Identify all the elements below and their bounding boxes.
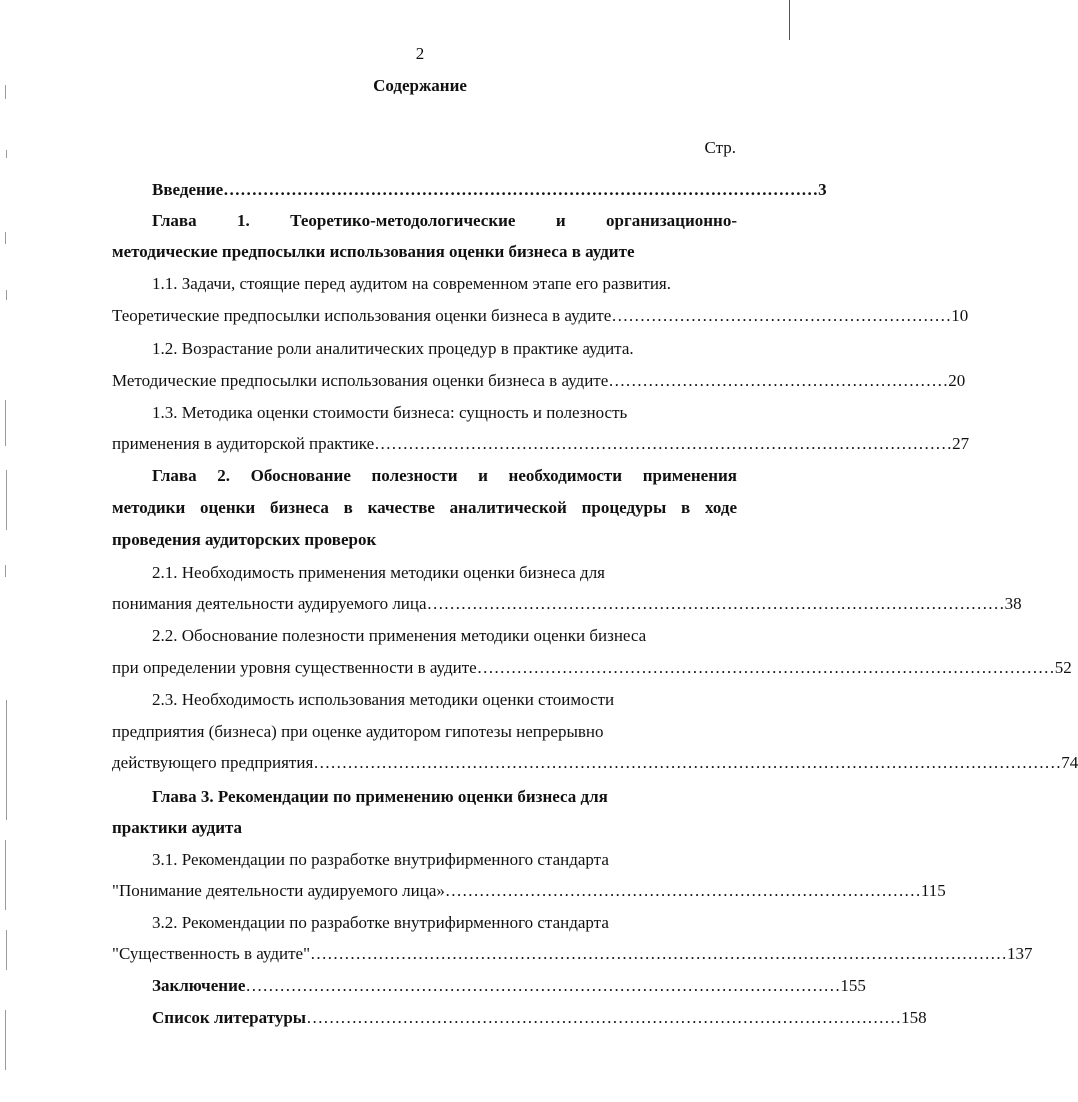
section-2-2-title[interactable]: 2.2. Обоснование полезности применения методики оценки бизнеса bbox=[152, 626, 647, 645]
toc-page-number: 10 bbox=[951, 306, 969, 325]
toc-page-number: 52 bbox=[1054, 658, 1072, 677]
chapter-1-heading[interactable]: Глава 1. Теоретико-методологические и организационно- bbox=[152, 211, 737, 230]
chapter-3-heading[interactable]: Глава 3. Рекомендации по применению оценки бизнеса для bbox=[152, 787, 608, 806]
toc-dot-leader: ………………………………………………………………………………………… bbox=[476, 658, 1055, 677]
page-column-label: Стр. bbox=[704, 138, 736, 157]
toc-entry-references[interactable] bbox=[152, 1007, 927, 1029]
section-3-1-title[interactable]: 3.1. Рекомендации по разработке внутрифирменного стандарта bbox=[152, 850, 609, 869]
chapter-2-heading-cont-2: проведения аудиторских проверок bbox=[112, 530, 377, 549]
section-1-2-title[interactable]: 1.2. Возрастание роли аналитических процедур в практике аудита. bbox=[152, 339, 634, 358]
toc-page-number: 158 bbox=[901, 1008, 927, 1027]
toc-entry-1-2[interactable] bbox=[112, 370, 966, 392]
section-3-2-title[interactable]: 3.2. Рекомендации по разработке внутрифирменного стандарта bbox=[152, 913, 609, 932]
toc-entry-title: при определении уровня существенности в аудите bbox=[112, 658, 477, 677]
toc-entry-3-2[interactable] bbox=[112, 943, 1033, 965]
toc-dot-leader: …………………………………………………… bbox=[608, 371, 949, 390]
chapter-3-heading-cont: практики аудита bbox=[112, 818, 243, 837]
toc-dot-leader: …………………………………………………………………………………………… bbox=[245, 976, 841, 995]
toc-dot-leader: ………………………………………………………………………… bbox=[444, 881, 921, 900]
toc-entry-title: Список литературы bbox=[152, 1008, 307, 1027]
chapter-2-heading[interactable]: Глава 2. Обоснование полезности и необходимости применения bbox=[152, 466, 737, 485]
toc-entry-3-1[interactable] bbox=[112, 880, 946, 902]
section-1-3-title[interactable]: 1.3. Методика оценки стоимости бизнеса: сущность и полезность bbox=[152, 403, 628, 422]
toc-dot-leader: ………………………………………………………………………………………… bbox=[374, 434, 953, 453]
toc-page-number: 74 bbox=[1061, 753, 1078, 772]
toc-dot-leader: …………………………………………………………………………………………… bbox=[306, 1008, 902, 1027]
toc-entry-title: "Понимание деятельности аудируемого лица» bbox=[112, 881, 445, 900]
toc-entry-2-2[interactable] bbox=[112, 657, 1072, 679]
toc-dot-leader: …………………………………………………………………………………………………………… bbox=[310, 944, 1008, 963]
toc-dot-leader: ………………………………………………………………………………………… bbox=[426, 594, 1005, 613]
section-2-3-title[interactable]: 2.3. Необходимость использования методики оценки стоимости bbox=[152, 690, 615, 709]
toc-entry-title: Методические предпосылки использования оценки бизнеса в аудите bbox=[112, 371, 609, 390]
toc-page-number: 155 bbox=[840, 976, 866, 995]
toc-page-number: 20 bbox=[948, 371, 966, 390]
chapter-1-heading-cont: методические предпосылки использования оценки бизнеса в аудите bbox=[112, 242, 635, 261]
toc-dot-leader: …………………………………………………………………………………………… bbox=[223, 180, 819, 199]
toc-entry-conclusion[interactable] bbox=[152, 975, 866, 997]
section-2-1-title[interactable]: 2.1. Необходимость применения методики оценки бизнеса для bbox=[152, 563, 605, 582]
toc-page-number: 27 bbox=[952, 434, 970, 453]
toc-page-number: 3 bbox=[818, 180, 827, 199]
toc-entry-intro[interactable] bbox=[152, 179, 827, 201]
toc-page-number: 38 bbox=[1004, 594, 1022, 613]
toc-dot-leader: …………………………………………………………………………………………………………………… bbox=[313, 753, 1062, 772]
toc-page-number: 137 bbox=[1007, 944, 1033, 963]
toc-entry-title: применения в аудиторской практике bbox=[112, 434, 375, 453]
toc-entry-2-3[interactable] bbox=[112, 752, 1078, 774]
toc-entry-1-1[interactable] bbox=[112, 305, 969, 327]
toc-entry-title: Заключение bbox=[152, 976, 246, 995]
toc-dot-leader: …………………………………………………… bbox=[611, 306, 952, 325]
toc-entry-title: Теоретические предпосылки использования оценки бизнеса в аудите bbox=[112, 306, 612, 325]
toc-entry-title: понимания деятельности аудируемого лица bbox=[112, 594, 427, 613]
section-2-3-title-cont: предприятия (бизнеса) при оценке аудитором гипотезы непрерывно bbox=[112, 722, 604, 741]
chapter-2-heading-cont: методики оценки бизнеса в качестве аналитической процедуры в ходе bbox=[112, 498, 737, 517]
toc-entry-1-3[interactable] bbox=[112, 433, 970, 455]
page-title: Содержание bbox=[373, 76, 467, 95]
page-number: 2 bbox=[415, 44, 425, 63]
toc-page-number: 115 bbox=[920, 881, 946, 900]
section-1-1-title[interactable]: 1.1. Задачи, стоящие перед аудитом на современном этапе его развития. bbox=[152, 274, 671, 293]
toc-entry-2-1[interactable] bbox=[112, 593, 1022, 615]
toc-entry-title: "Существенность в аудите" bbox=[112, 944, 311, 963]
toc-entry-title: действующего предприятия bbox=[112, 753, 314, 772]
toc-entry-title: Введение bbox=[152, 180, 224, 199]
